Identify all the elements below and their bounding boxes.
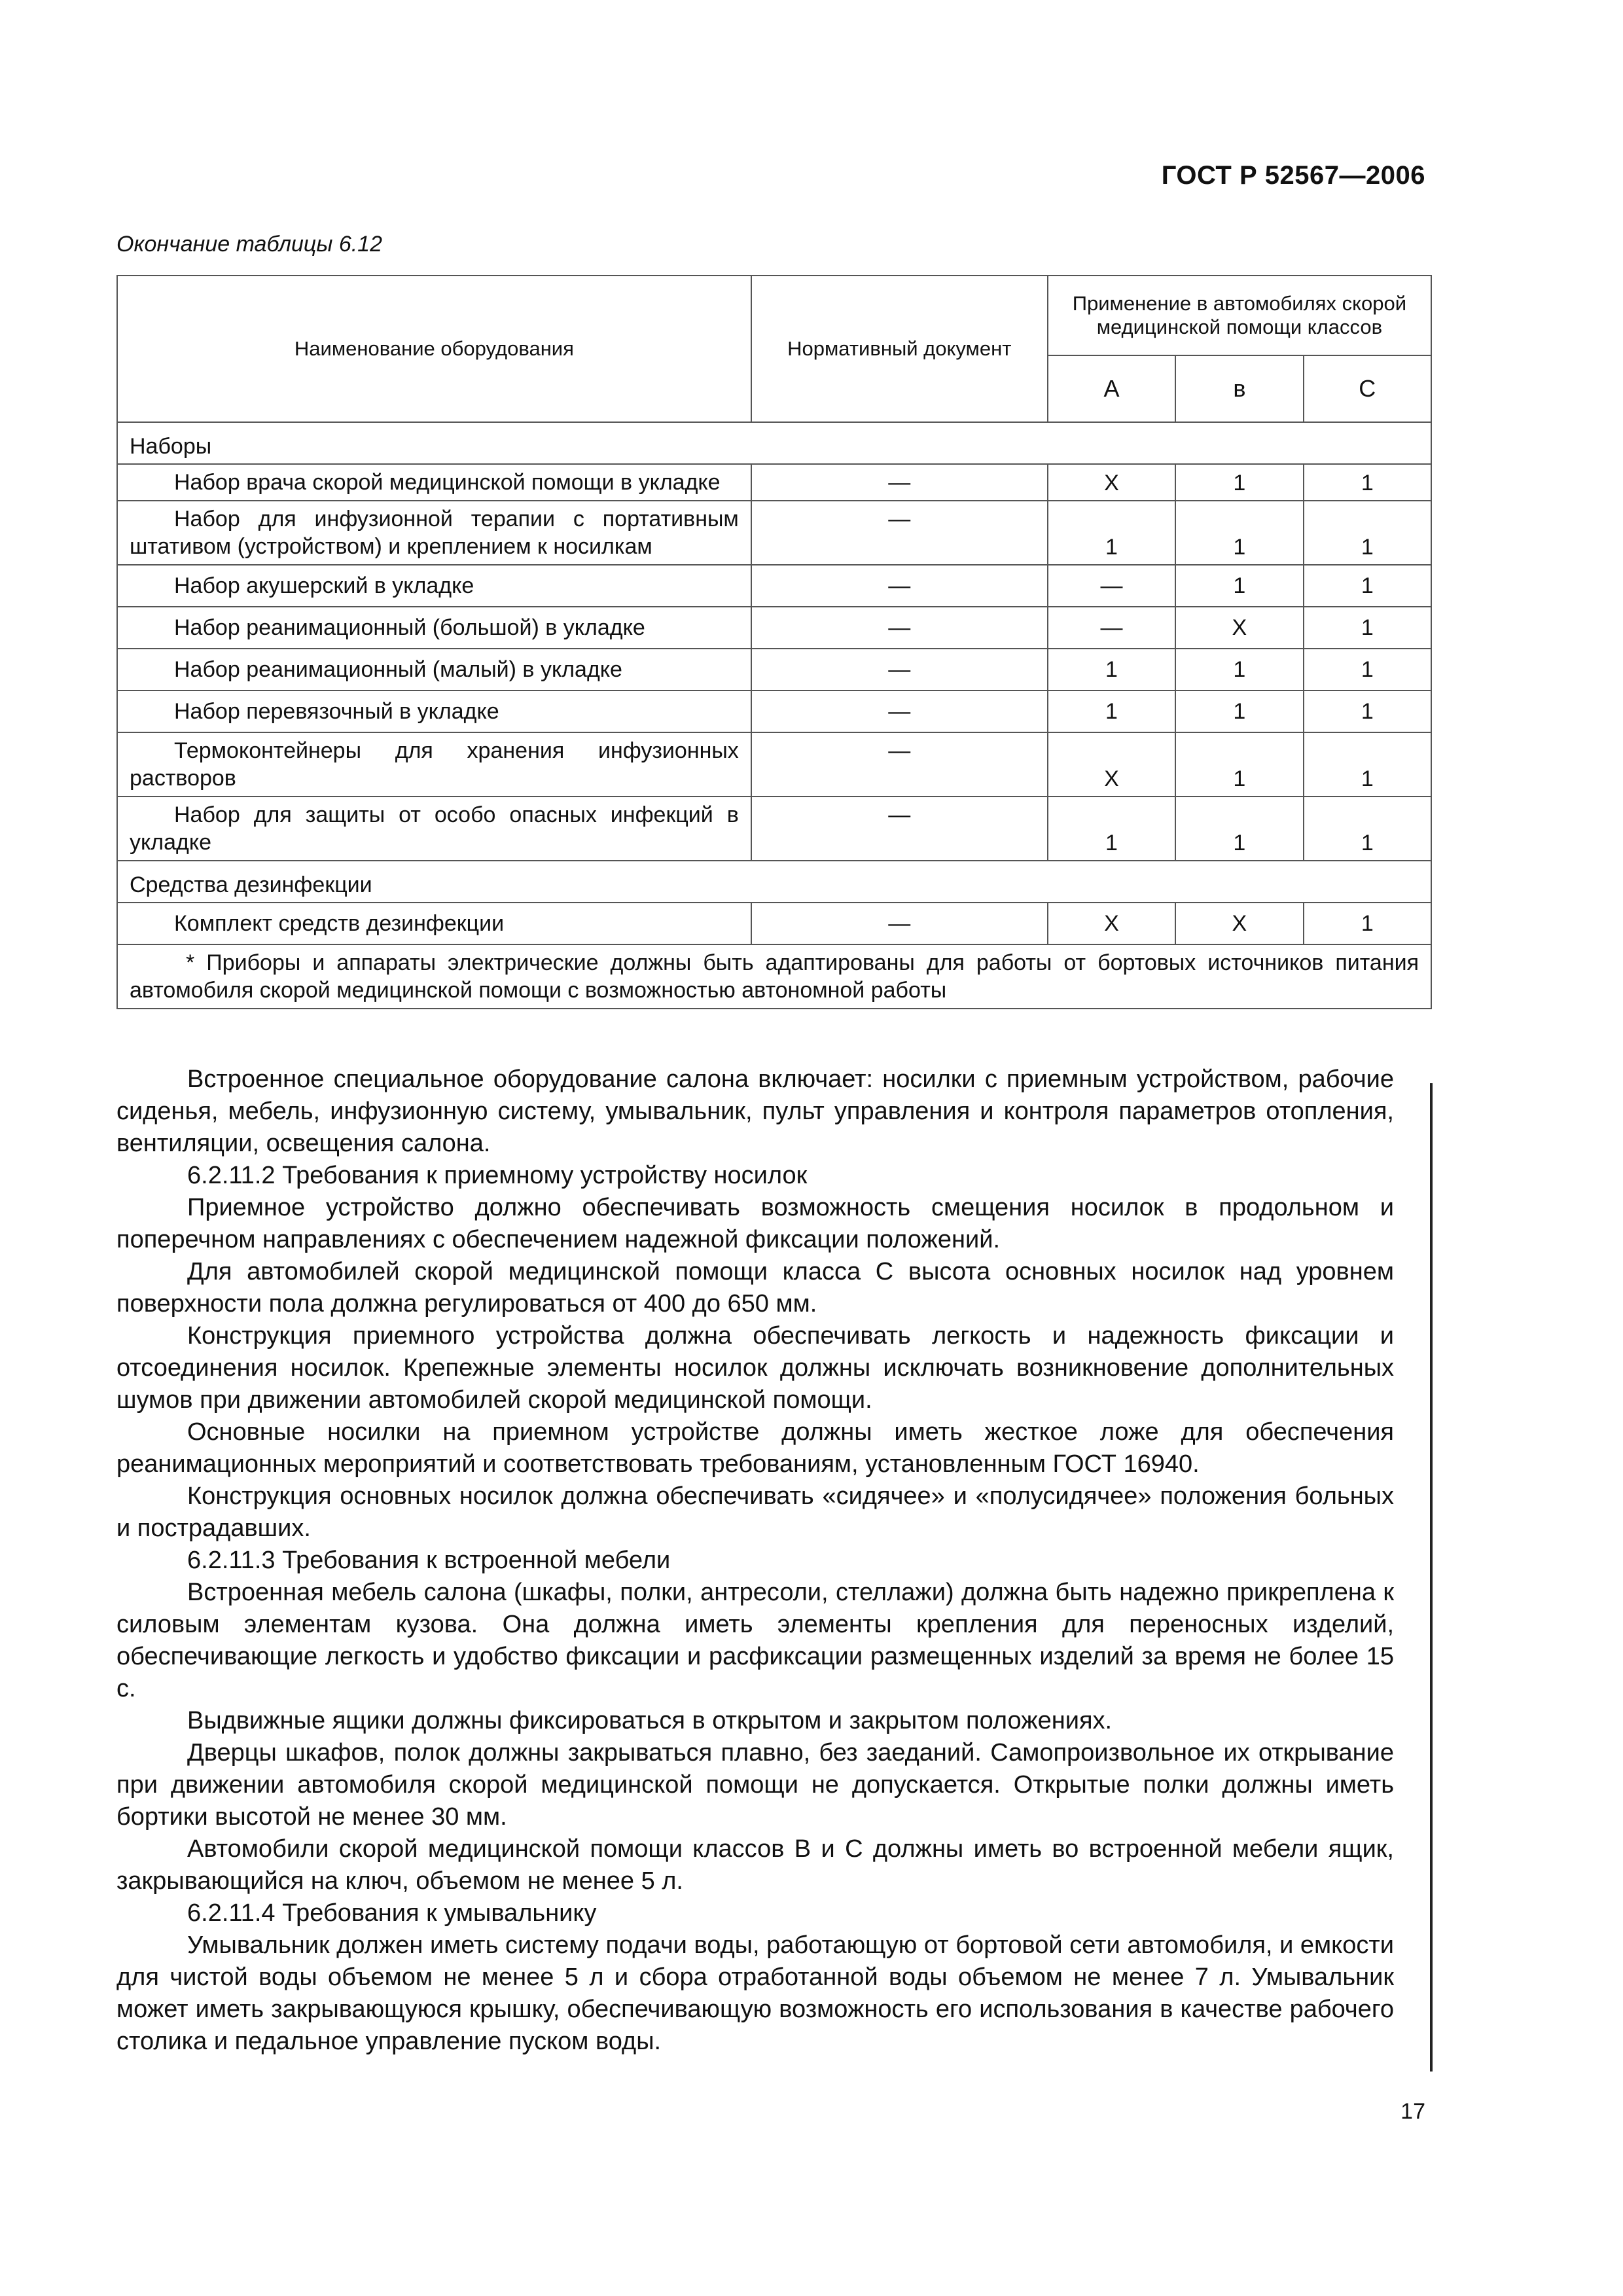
class-b-value: Х: [1175, 903, 1303, 944]
equipment-name: Набор для инфузионной терапии с портативным штативом (устройством) и креплением к носилкам: [117, 501, 751, 565]
equipment-table: [116, 275, 1432, 1009]
table-row: [117, 607, 1431, 649]
paragraph: Конструкция основных носилок должна обеспечивать «сидячее» и «полусидячее» положения больных и пострадавших.: [116, 1482, 1394, 1542]
paragraph: Приемное устройство должно обеспечивать возможность смещения носилок в продольном и поперечном направлениях с обеспечением надежной фиксации положений.: [116, 1194, 1394, 1253]
equipment-name: Набор перевязочный в укладке: [117, 691, 751, 732]
paragraph: Встроенное специальное оборудование салона включает: носилки с приемным устройством, рабочие сиденья, мебель, инфузионную систему, умывальник, пульт управления и контроля параметров отопления, вентиляции, освещения салона.: [116, 1066, 1394, 1157]
class-a-value: 1: [1048, 691, 1175, 732]
normative-doc: —: [751, 732, 1048, 797]
section-heading: 6.2.11.2 Требования к приемному устройству носилок: [187, 1162, 808, 1189]
paragraph: Конструкция приемного устройства должна обеспечивать легкость и надежность фиксации и отсоединения носилок. Крепежные элементы носилок должны исключать возникновение дополнительных шумов при движении автомобилей скорой медицинской помощи.: [116, 1322, 1394, 1414]
normative-doc: —: [751, 903, 1048, 944]
class-c-value: 1: [1304, 565, 1431, 607]
header-class-c: С: [1304, 355, 1431, 422]
equipment-name: Комплект средств дезинфекции: [117, 903, 751, 944]
section-heading: 6.2.11.4 Требования к умывальнику: [187, 1899, 597, 1927]
class-b-value: Х: [1175, 607, 1303, 649]
table-row: [117, 903, 1431, 944]
header-equipment-name: Наименование оборудования: [117, 276, 751, 422]
section-row-disinfection: [117, 861, 1431, 903]
paragraph: Умывальник должен иметь систему подачи воды, работающую от бортовой сети автомобиля, и емкости для чистой воды объемом не менее 5 л и сбора отработанной воды объемом не менее 7 л. Умывальник может иметь закрывающуюся крышку, обеспечивающую возможность его использования в качестве рабочего столика и педальное управление пуском воды.: [116, 1931, 1394, 2055]
paragraph: Автомобили скорой медицинской помощи классов В и С должны иметь во встроенной мебели ящик, закрывающийся на ключ, объемом не менее 5 л.: [116, 1835, 1394, 1895]
section-row-kits: [117, 422, 1431, 464]
normative-doc: —: [751, 607, 1048, 649]
equipment-name: Набор реанимационный (большой) в укладке: [117, 607, 751, 649]
equipment-name: Набор врача скорой медицинской помощи в укладке: [117, 464, 751, 501]
class-b-value: 1: [1175, 501, 1303, 565]
class-c-value: 1: [1304, 649, 1431, 691]
header-class-b: в: [1175, 355, 1303, 422]
paragraph: Для автомобилей скорой медицинской помощи класса С высота основных носилок над уровнем поверхности пола должна регулироваться от 400 до 650 мм.: [116, 1258, 1394, 1318]
paragraph: Дверцы шкафов, полок должны закрываться плавно, без заеданий. Самопроизвольное их открывание при движении автомобиля скорой медицинской помощи не допускается. Открытые полки должны иметь бортики высотой не менее 30 мм.: [116, 1739, 1394, 1831]
table-row: [117, 691, 1431, 732]
normative-doc: —: [751, 691, 1048, 732]
equipment-name: Набор для защиты от особо опасных инфекций в укладке: [117, 797, 751, 861]
class-b-value: 1: [1175, 691, 1303, 732]
class-a-value: Х: [1048, 732, 1175, 797]
header-class-a: А: [1048, 355, 1175, 422]
table-row: [117, 464, 1431, 501]
table-footnote-row: [117, 944, 1431, 1009]
section-title: Средства дезинфекции: [117, 861, 1431, 903]
header-application: Применение в автомобилях скорой медицинской помощи классов: [1048, 276, 1431, 355]
page-number: 17: [1400, 2099, 1425, 2124]
equipment-name: Термоконтейнеры для хранения инфузионных растворов: [117, 732, 751, 797]
class-a-value: Х: [1048, 464, 1175, 501]
class-a-value: Х: [1048, 903, 1175, 944]
class-b-value: 1: [1175, 732, 1303, 797]
class-a-value: —: [1048, 565, 1175, 607]
normative-doc: —: [751, 565, 1048, 607]
table-row: [117, 649, 1431, 691]
class-c-value: 1: [1304, 732, 1431, 797]
normative-doc: —: [751, 464, 1048, 501]
table-footnote: * Приборы и аппараты электрические должны быть адаптированы для работы от бортовых источников питания автомобиля скорой медицинской помощи с возможностью автономной работы: [117, 944, 1431, 1009]
class-c-value: 1: [1304, 464, 1431, 501]
table-caption: Окончание таблицы 6.12: [116, 232, 382, 257]
class-a-value: 1: [1048, 649, 1175, 691]
table-row: [117, 797, 1431, 861]
table-row: [117, 732, 1431, 797]
section-title: Наборы: [117, 422, 1431, 464]
class-b-value: 1: [1175, 797, 1303, 861]
equipment-name: Набор реанимационный (малый) в укладке: [117, 649, 751, 691]
revision-change-bar: [1430, 1083, 1433, 2072]
class-a-value: 1: [1048, 501, 1175, 565]
class-c-value: 1: [1304, 797, 1431, 861]
class-b-value: 1: [1175, 565, 1303, 607]
document-code: ГОСТ Р 52567—2006: [1161, 161, 1425, 190]
class-b-value: 1: [1175, 649, 1303, 691]
paragraph: Основные носилки на приемном устройстве должны иметь жесткое ложе для обеспечения реанимационных мероприятий и соответствовать требованиям, установленным ГОСТ 16940.: [116, 1418, 1394, 1478]
table-row: [117, 565, 1431, 607]
table-row: [117, 501, 1431, 565]
class-c-value: 1: [1304, 501, 1431, 565]
section-heading: 6.2.11.3 Требования к встроенной мебели: [187, 1547, 671, 1574]
class-c-value: 1: [1304, 607, 1431, 649]
paragraph: Встроенная мебель салона (шкафы, полки, антресоли, стеллажи) должна быть надежно прикреплена к силовым элементам кузова. Она должна иметь элементы крепления для переносных изделий, обеспечивающие легкость и удобство фиксации и расфиксации размещенных изделий за время не более 15 с.: [116, 1579, 1394, 1702]
class-a-value: —: [1048, 607, 1175, 649]
header-normative-doc: Нормативный документ: [751, 276, 1048, 422]
body-text: [116, 1064, 1394, 2058]
class-b-value: 1: [1175, 464, 1303, 501]
equipment-name: Набор акушерский в укладке: [117, 565, 751, 607]
class-c-value: 1: [1304, 903, 1431, 944]
paragraph: Выдвижные ящики должны фиксироваться в открытом и закрытом положениях.: [187, 1707, 1113, 1734]
normative-doc: —: [751, 649, 1048, 691]
class-a-value: 1: [1048, 797, 1175, 861]
normative-doc: —: [751, 501, 1048, 565]
normative-doc: —: [751, 797, 1048, 861]
class-c-value: 1: [1304, 691, 1431, 732]
